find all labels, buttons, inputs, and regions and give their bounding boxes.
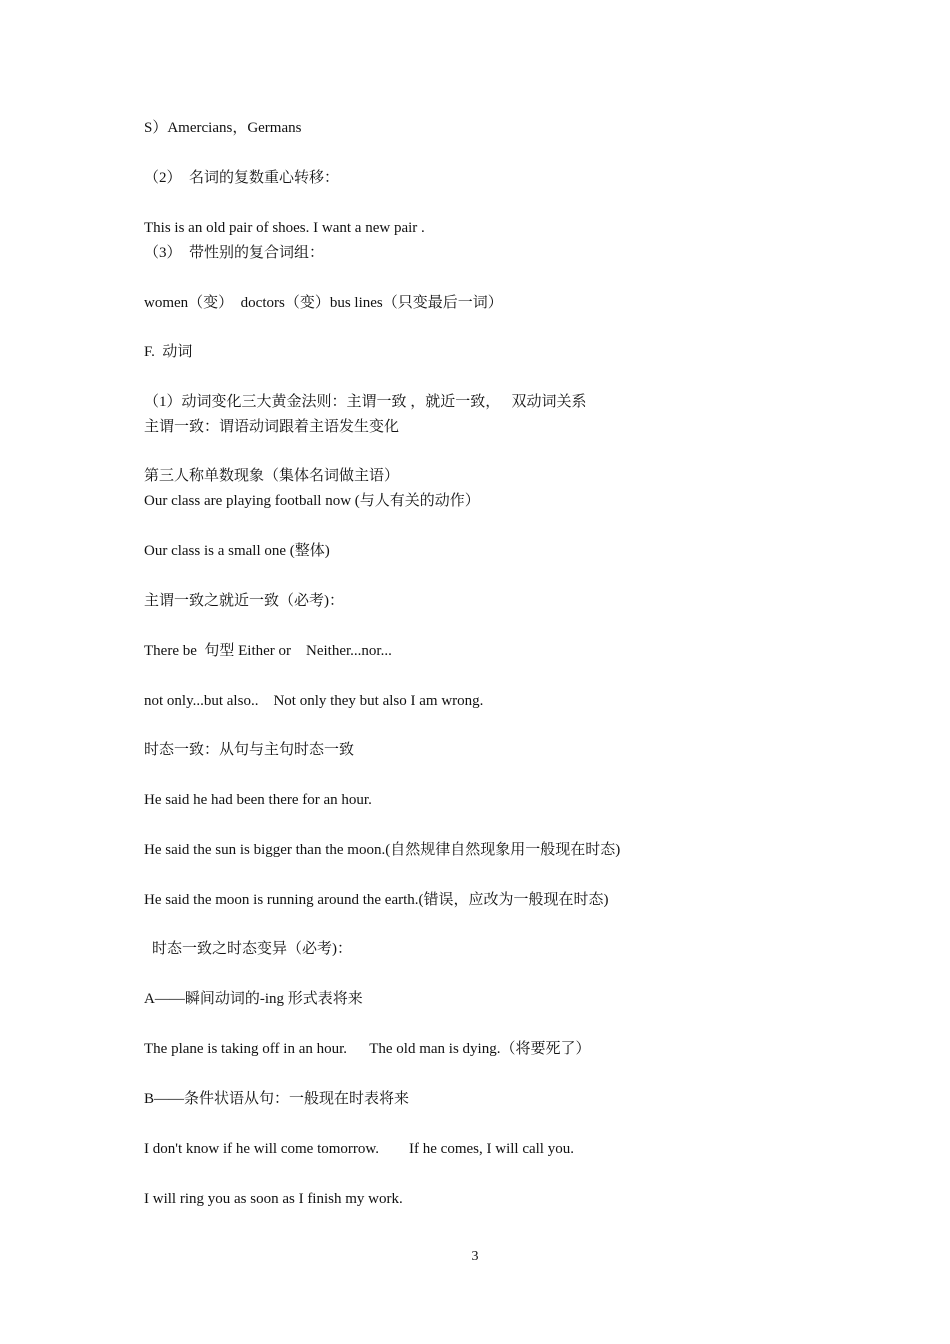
page-number: 3 <box>471 1249 479 1264</box>
example-line: He said he had been there for an hour. <box>144 792 372 808</box>
example-line: I will ring you as soon as I finish my work. <box>144 1191 403 1207</box>
example-line: The plane is taking off in an hour. The old man is dying.（将要死了） <box>144 1041 591 1057</box>
example-line: He said the sun is bigger than the moon.(自然规律自然现象用一般现在时态) <box>144 842 621 858</box>
example-line: I don't know if he will come tomorrow. If he comes, I will call you. <box>144 1141 574 1157</box>
section-heading: （3） 带性别的复合词组： <box>144 245 325 261</box>
example-line: Our class are playing football now (与人有关的动作） <box>144 493 480 509</box>
example-line: There be 句型 Either or Neither...nor... <box>144 643 392 659</box>
text-line: This is an old pair of shoes. I want a new pair . <box>144 220 425 236</box>
example-line: not only...but also.. Not only they but also I am wrong. <box>144 693 484 709</box>
example-line: He said the moon is running around the earth.(错误，应改为一般现在时态) <box>144 892 609 908</box>
text-line: 主谓一致：谓语动词跟着主语发生变化 <box>144 419 400 435</box>
text-line: 第三人称单数现象（集体名词做主语） <box>144 468 400 484</box>
text-line: B——条件状语从句：一般现在时表将来 <box>144 1091 410 1107</box>
text-line: 时态一致之时态变异（必考)： <box>152 941 352 957</box>
text-line: 时态一致：从句与主句时态一致 <box>144 742 355 758</box>
section-heading: （2） 名词的复数重心转移： <box>144 170 340 186</box>
example-line: Our class is a small one (整体) <box>144 543 330 559</box>
text-line: 主谓一致之就近一致（必考)： <box>144 593 344 609</box>
section-heading: （1）动词变化三大黄金法则：主谓一致 ，就近一致， 双动词关系 <box>144 394 587 410</box>
text-line: women（变） doctors（变）bus lines（只变最后一词） <box>144 295 503 311</box>
text-line: S）Amercians，Germans <box>144 120 302 136</box>
section-heading: F. 动词 <box>144 344 193 360</box>
text-line: A——瞬间动词的-ing 形式表将来 <box>144 991 363 1007</box>
